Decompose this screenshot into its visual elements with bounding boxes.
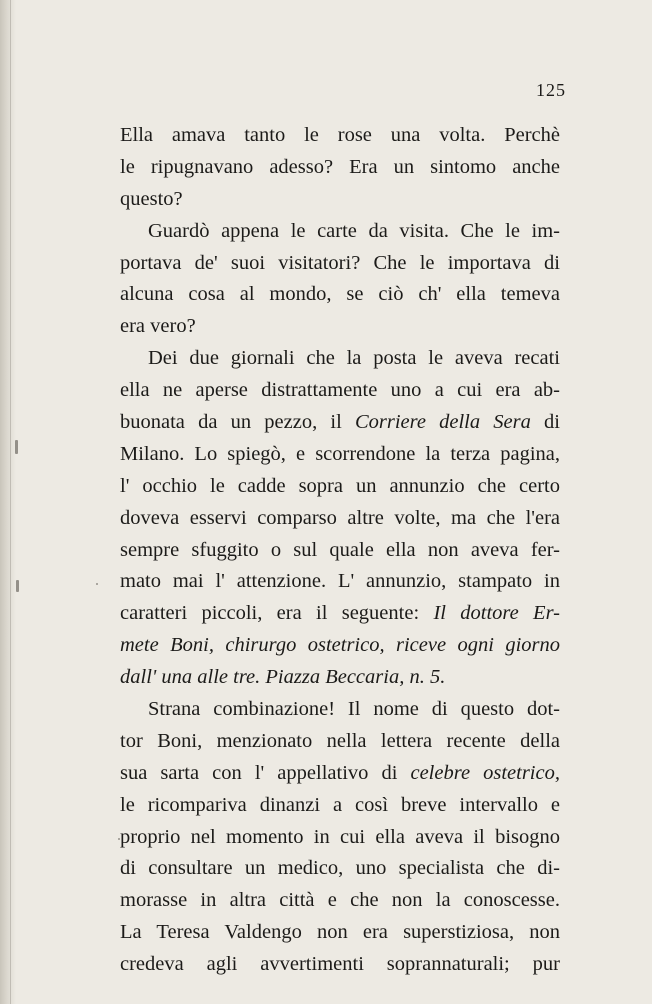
text-line (120, 790, 560, 822)
paper-mark (16, 580, 19, 592)
text-segment: Guardò appena le carte da visita. Che le im- (148, 219, 560, 242)
text-line (120, 822, 560, 854)
text-segment: alcuna cosa al mondo, se ciò ch' ella temeva (120, 283, 560, 306)
text-line (120, 949, 560, 981)
text-segment: era vero? (120, 315, 196, 338)
text-line (120, 311, 560, 343)
text-segment: sempre sfuggito o sul quale ella non aveva fer- (120, 538, 560, 561)
text-segment: proprio nel momento in cui ella aveva il bisogno (120, 825, 560, 848)
body-text (120, 120, 560, 981)
text-line (120, 439, 560, 471)
italic-text: mete Boni, chirurgo ostetrico, riceve ogni giorno (120, 634, 560, 657)
italic-text: celebre ostetrico, (410, 761, 560, 784)
text-segment: Ella amava tanto le rose una volta. Perchè (120, 124, 560, 146)
text-segment: morasse in altra città e che non la conoscesse. (120, 889, 560, 912)
text-line (120, 248, 560, 280)
paper-speck (96, 583, 98, 585)
italic-text: Il dottore Er- (433, 602, 560, 625)
text-segment: buonata da un pezzo, il (120, 411, 355, 434)
text-segment: le ricompariva dinanzi a così breve intervallo e (120, 793, 560, 816)
text-line (120, 566, 560, 598)
text-segment: Dei due giornali che la posta le aveva recati (148, 347, 560, 370)
text-segment: sua sarta con l' appellativo di (120, 761, 411, 784)
binding-line (10, 0, 11, 1004)
text-segment: La Teresa Valdengo non era superstiziosa, non (120, 921, 560, 944)
text-line (120, 758, 560, 790)
page-binding-edge (0, 0, 16, 1004)
italic-text: Corriere della Sera (354, 411, 531, 434)
paper-speck (118, 838, 120, 840)
text-segment: Milano. Lo spiegò, e scorrendone la terza pagina, (120, 442, 560, 465)
text-line (120, 343, 560, 375)
text-line (120, 375, 560, 407)
text-line (120, 853, 560, 885)
text-segment: le ripugnavano adesso? Era un sintomo anche (120, 155, 560, 178)
text-line (120, 184, 560, 216)
text-segment: doveva esservi comparso altre volte, ma che l'era (120, 506, 560, 529)
paper-mark (15, 440, 18, 454)
text-segment: questo? (120, 187, 183, 210)
text-segment: credeva agli avvertimenti soprannaturali; pur (120, 953, 560, 976)
text-segment: tor Boni, menzionato nella lettera recente della (120, 729, 560, 752)
text-line (120, 726, 560, 758)
italic-text: dall' una alle tre. Piazza Beccaria, n. 5. (120, 666, 446, 689)
text-line (120, 216, 560, 248)
text-line (120, 885, 560, 917)
text-line (120, 407, 560, 439)
text-line (120, 694, 560, 726)
text-line (120, 662, 560, 694)
text-segment: mato mai l' attenzione. L' annunzio, stampato in (120, 570, 560, 593)
text-segment: l' occhio le cadde sopra un annunzio che certo (120, 474, 560, 497)
text-line (120, 598, 560, 630)
text-line (120, 630, 560, 662)
text-line (120, 279, 560, 311)
text-line (120, 503, 560, 535)
text-line (120, 120, 560, 152)
text-line (120, 917, 560, 949)
text-segment: caratteri piccoli, era il seguente: (120, 602, 434, 625)
text-segment: Strana combinazione! Il nome di questo dot- (148, 698, 560, 721)
text-segment: di consultare un medico, uno specialista che di- (120, 857, 560, 880)
text-line (120, 535, 560, 567)
text-line (120, 471, 560, 503)
text-line (120, 152, 560, 184)
text-segment: di (530, 411, 560, 434)
text-segment: ella ne aperse distrattamente uno a cui era ab- (120, 379, 560, 402)
page-number: 125 (536, 80, 566, 100)
text-segment: portava de' suoi visitatori? Che le importava di (120, 251, 560, 274)
